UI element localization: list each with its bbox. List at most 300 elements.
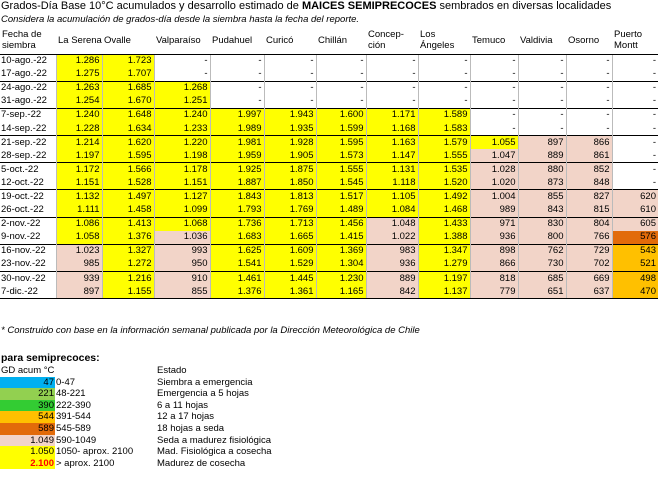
table-row	[0, 122, 658, 136]
degree-day-cell: 1.155	[102, 285, 154, 299]
degree-day-cell: -	[566, 108, 612, 122]
degree-day-cell: 1.086	[56, 217, 102, 231]
degree-day-cell: 1.620	[102, 136, 154, 150]
table-row	[0, 190, 658, 204]
degree-day-cell: 1.127	[154, 190, 210, 204]
legend-state: Madurez de cosecha	[157, 457, 246, 469]
legend-header	[0, 365, 330, 377]
degree-day-cell: 852	[566, 163, 612, 177]
degree-day-cell: -	[612, 176, 658, 190]
degree-day-cell: 1.279	[418, 258, 470, 272]
degree-day-cell: -	[612, 136, 658, 150]
degree-day-cell: -	[612, 68, 658, 82]
degree-day-cell: 1.369	[316, 244, 366, 258]
degree-day-cell: 861	[566, 149, 612, 163]
degree-day-cell: -	[210, 81, 264, 95]
legend-swatch: 47	[0, 377, 55, 389]
header-location: Los Ángeles	[418, 27, 470, 54]
sowing-date: 23-nov.-22	[1, 258, 46, 270]
table-row	[0, 163, 658, 177]
header-location: Ovalle	[102, 27, 154, 54]
table-body	[0, 54, 658, 299]
degree-day-cell: 1.445	[264, 272, 316, 286]
sowing-date: 7-sep.-22	[0, 108, 56, 122]
degree-day-cell: 543	[612, 244, 658, 258]
degree-day-cell: 1.220	[154, 136, 210, 150]
header-location: Concep- ción	[366, 27, 418, 54]
header-location: Osorno	[566, 27, 612, 54]
degree-day-cell: 1.489	[316, 204, 366, 218]
degree-day-cell: 1.905	[264, 149, 316, 163]
degree-day-cell: 1.171	[366, 108, 418, 122]
degree-day-cell: 1.251	[154, 95, 210, 109]
degree-day-cell: 1.048	[366, 217, 418, 231]
degree-day-cell: 855	[154, 285, 210, 299]
degree-day-cell: 1.813	[264, 190, 316, 204]
footnote: * Construido con base en la información semanal publicada por la Dirección Meteorológica de Chile	[1, 325, 420, 336]
degree-day-cell: -	[210, 95, 264, 109]
degree-day-cell: 1.625	[210, 244, 264, 258]
degree-day-cell: 950	[154, 258, 210, 272]
degree-day-cell: 1.707	[102, 68, 154, 82]
degree-day-cell: 1.461	[210, 272, 264, 286]
report-title	[1, 0, 611, 12]
degree-day-cell: 1.132	[56, 190, 102, 204]
degree-day-cell: 1.566	[102, 163, 154, 177]
sowing-date: 10-ago.-22	[0, 54, 56, 68]
degree-day-cell: -	[470, 68, 518, 82]
degree-day-cell: 521	[612, 258, 658, 272]
degree-day-cell: 1.304	[316, 258, 366, 272]
sowing-date: 24-ago.-22	[0, 81, 56, 95]
degree-day-cell: -	[264, 95, 316, 109]
header-location: Chillán	[316, 27, 366, 54]
degree-day-cell: 843	[518, 204, 566, 218]
degree-day-cell: -	[366, 81, 418, 95]
degree-day-cell: -	[418, 54, 470, 68]
degree-day-cell: -	[566, 68, 612, 82]
title-crop: MAICES SEMIPRECOCES	[301, 0, 437, 12]
degree-day-cell: -	[418, 68, 470, 82]
degree-day-cell: -	[316, 81, 366, 95]
degree-day-cell: -	[612, 149, 658, 163]
degree-day-cell: -	[418, 81, 470, 95]
degree-day-cell: -	[612, 54, 658, 68]
sowing-date: 14-sep.-22	[1, 122, 47, 134]
degree-day-cell: 1.600	[316, 108, 366, 122]
table-row	[0, 231, 658, 245]
legend-range: 1050- aprox. 2100	[56, 446, 134, 458]
sowing-date: 30-nov.-22	[0, 272, 56, 286]
legend-header-gd: GD acum °C	[1, 365, 55, 376]
degree-day-cell: -	[612, 81, 658, 95]
degree-day-cell: 1.268	[154, 81, 210, 95]
degree-day-cell: 1.165	[316, 285, 366, 299]
degree-day-cell: 985	[56, 258, 102, 272]
degree-day-cell: 1.347	[418, 244, 470, 258]
degree-day-cell: 669	[566, 272, 612, 286]
sowing-date: 28-sep.-22	[1, 149, 47, 161]
degree-day-cell: -	[566, 81, 612, 95]
degree-day-cell: 1.736	[210, 217, 264, 231]
degree-day-cell: 1.172	[56, 163, 102, 177]
degree-day-cell: 1.535	[418, 163, 470, 177]
degree-day-cell: -	[566, 95, 612, 109]
degree-day-cell: 989	[470, 204, 518, 218]
degree-day-cell: -	[566, 122, 612, 136]
legend-swatch: 1.049	[0, 435, 55, 447]
header-location: Valdivia	[518, 27, 566, 54]
degree-day-cell: 1.388	[418, 231, 470, 245]
sowing-date: 17-ago.-22	[1, 68, 47, 80]
degree-day-cell: 1.230	[316, 272, 366, 286]
degree-day-cell: -	[612, 108, 658, 122]
degree-day-cell: 1.583	[418, 122, 470, 136]
degree-day-cell: 993	[154, 244, 210, 258]
sowing-date: 12-oct.-22	[1, 176, 44, 188]
degree-day-cell: 470	[612, 285, 658, 299]
degree-day-cell: 762	[518, 244, 566, 258]
degree-day-cell: 1.216	[102, 272, 154, 286]
degree-day-cell: 1.541	[210, 258, 264, 272]
table-header-row	[0, 27, 658, 54]
degree-day-cell: 1.099	[154, 204, 210, 218]
degree-day-cell: 1.529	[264, 258, 316, 272]
legend-range: 0-47	[56, 376, 76, 388]
degree-day-cell: -	[264, 54, 316, 68]
legend-item	[0, 411, 330, 423]
degree-day-cell: 1.327	[102, 244, 154, 258]
degree-day-cell: 576	[612, 231, 658, 245]
degree-day-cell: 1.023	[56, 244, 102, 258]
degree-day-cell: -	[316, 54, 366, 68]
degree-day-cell: 620	[612, 190, 658, 204]
sowing-date: 31-ago.-22	[1, 95, 47, 107]
degree-day-cell: -	[518, 54, 566, 68]
legend-swatch: 589	[0, 423, 55, 435]
degree-day-cell: 936	[366, 258, 418, 272]
header-location: Valparaíso	[154, 27, 210, 54]
legend-state: Seda a madurez fisiológica	[157, 434, 272, 446]
degree-day-cell: 873	[518, 176, 566, 190]
degree-day-cell: 1.769	[264, 204, 316, 218]
degree-day-cell: 889	[366, 272, 418, 286]
degree-day-cell: 729	[566, 244, 612, 258]
degree-day-cell: 1.793	[210, 204, 264, 218]
degree-day-cell: -	[210, 54, 264, 68]
degree-day-cell: 866	[470, 258, 518, 272]
table-row	[0, 285, 658, 299]
degree-day-cell: 702	[566, 258, 612, 272]
degree-day-cell: 1.989	[210, 122, 264, 136]
degree-day-cell: 1.875	[264, 163, 316, 177]
degree-day-cell: 1.068	[154, 217, 210, 231]
degree-day-cell: 1.004	[470, 190, 518, 204]
degree-day-cell: -	[518, 95, 566, 109]
legend-range: 391-544	[56, 411, 91, 423]
degree-day-cell: 897	[56, 285, 102, 299]
degree-day-cell: 1.376	[102, 231, 154, 245]
sowing-date: 19-oct.-22	[0, 190, 56, 204]
degree-day-cell: -	[316, 68, 366, 82]
legend-state: 6 a 11 hojas	[157, 399, 209, 411]
legend-range: > aprox. 2100	[56, 457, 115, 469]
degree-day-cell: 1.197	[56, 149, 102, 163]
degree-day-cell: 866	[566, 136, 612, 150]
title-prefix: Grados-Día Base 10°C acumulados y desarrollo estimado de	[1, 0, 302, 12]
legend-range: 590-1049	[56, 434, 97, 446]
legend-state: Emergencia a 5 hojas	[157, 388, 249, 400]
degree-day-cell: 1.286	[56, 54, 102, 68]
degree-day-cell: 651	[518, 285, 566, 299]
legend-item	[0, 400, 330, 412]
degree-day-cell: 1.197	[418, 272, 470, 286]
legend-item	[0, 458, 330, 470]
report-subtitle: Considera la acumulación de grados-día desde la siembra hasta la fecha del reporte.	[1, 14, 360, 25]
degree-day-cell: 1.497	[102, 190, 154, 204]
degree-day-cell: 804	[566, 217, 612, 231]
legend-state: 18 hojas a seda	[157, 422, 225, 434]
legend-state: 12 a 17 hojas	[157, 411, 215, 423]
degree-day-cell: -	[518, 81, 566, 95]
degree-day-cell: -	[470, 108, 518, 122]
degree-day-cell: 1.240	[154, 108, 210, 122]
degree-day-cell: 1.595	[102, 149, 154, 163]
legend-range: 222-390	[56, 399, 91, 411]
degree-day-cell: -	[470, 122, 518, 136]
degree-day-cell: 1.573	[316, 149, 366, 163]
degree-day-cell: -	[316, 95, 366, 109]
legend	[0, 365, 330, 469]
degree-day-cell: -	[366, 68, 418, 82]
degree-day-cell: 848	[566, 176, 612, 190]
degree-day-cell: 1.214	[56, 136, 102, 150]
degree-day-cell: 1.555	[316, 163, 366, 177]
degree-day-cell: 766	[566, 231, 612, 245]
degree-day-cell: 1.517	[316, 190, 366, 204]
table-row	[0, 217, 658, 231]
degree-day-cell: 1.020	[470, 176, 518, 190]
table-row	[0, 136, 658, 150]
degree-day-cell: 1.468	[418, 204, 470, 218]
table-row	[0, 149, 658, 163]
degree-day-cell: 1.634	[102, 122, 154, 136]
degree-day-cell: 1.589	[418, 108, 470, 122]
legend-swatch: 390	[0, 400, 55, 412]
degree-day-cell: -	[154, 54, 210, 68]
sowing-date: 5-oct.-22	[0, 163, 56, 177]
legend-state: Mad. Fisiológica a cosecha	[157, 446, 272, 458]
degree-day-cell: 1.376	[210, 285, 264, 299]
degree-day-cell: 1.887	[210, 176, 264, 190]
degree-day-cell: 1.528	[102, 176, 154, 190]
table-row	[0, 258, 658, 272]
degree-day-cell: 1.361	[264, 285, 316, 299]
legend-item	[0, 423, 330, 435]
degree-day-cell: 1.198	[154, 149, 210, 163]
degree-day-cell: -	[366, 95, 418, 109]
degree-day-cell: 1.959	[210, 149, 264, 163]
degree-day-cell: 1.058	[56, 231, 102, 245]
degree-day-cell: 815	[566, 204, 612, 218]
legend-state: Siembra a emergencia	[157, 376, 253, 388]
degree-day-cell: 1.084	[366, 204, 418, 218]
degree-day-cell: 1.055	[470, 136, 518, 150]
degree-day-cell: 1.595	[316, 136, 366, 150]
degree-day-cell: 1.843	[210, 190, 264, 204]
degree-day-cell: 1.168	[366, 122, 418, 136]
degree-day-cell: -	[366, 54, 418, 68]
header-location: Pudahuel	[210, 27, 264, 54]
table-row	[0, 54, 658, 68]
degree-day-cell: 1.670	[102, 95, 154, 109]
degree-day-cell: 610	[612, 204, 658, 218]
sowing-date: 7-dic.-22	[0, 285, 56, 299]
sowing-date: 26-oct.-22	[1, 204, 44, 216]
degree-day-cell: 1.723	[102, 54, 154, 68]
degree-day-cell: 1.458	[102, 204, 154, 218]
degree-day-cell: 779	[470, 285, 518, 299]
degree-day-cell: 1.147	[366, 149, 418, 163]
degree-day-cell: 880	[518, 163, 566, 177]
degree-day-cell: 1.151	[56, 176, 102, 190]
degree-day-cell: 1.240	[56, 108, 102, 122]
degree-day-cell: 1.254	[56, 95, 102, 109]
degree-day-cell: -	[264, 68, 316, 82]
degree-day-cell: -	[470, 95, 518, 109]
degree-day-cell: 1.713	[264, 217, 316, 231]
table-row	[0, 204, 658, 218]
header-location: Temuco	[470, 27, 518, 54]
degree-day-cell: 1.665	[264, 231, 316, 245]
degree-day-cell: 1.228	[56, 122, 102, 136]
degree-day-cell: -	[154, 68, 210, 82]
header-location: Curicó	[264, 27, 316, 54]
legend-title: para semiprecoces:	[1, 352, 100, 364]
degree-day-cell: 1.233	[154, 122, 210, 136]
degree-day-cell: 605	[612, 217, 658, 231]
legend-header-state: Estado	[157, 365, 187, 376]
degree-day-cell: 1.579	[418, 136, 470, 150]
table-row	[0, 95, 658, 109]
degree-day-cell: 1.028	[470, 163, 518, 177]
degree-day-cell: 1.137	[418, 285, 470, 299]
degree-days-table	[0, 27, 658, 299]
degree-day-cell: 971	[470, 217, 518, 231]
degree-day-cell: 730	[518, 258, 566, 272]
degree-day-cell: 1.163	[366, 136, 418, 150]
degree-day-cell: 685	[518, 272, 566, 286]
degree-day-cell: 1.928	[264, 136, 316, 150]
sowing-date: 2-nov.-22	[0, 217, 56, 231]
degree-day-cell: -	[418, 95, 470, 109]
degree-day-cell: 1.555	[418, 149, 470, 163]
degree-day-cell: 1.131	[366, 163, 418, 177]
degree-day-cell: 1.850	[264, 176, 316, 190]
degree-day-cell: 1.111	[56, 204, 102, 218]
degree-day-cell: 827	[566, 190, 612, 204]
degree-day-cell: 1.263	[56, 81, 102, 95]
degree-day-cell: 1.943	[264, 108, 316, 122]
sowing-date: 9-nov.-22	[1, 231, 41, 243]
degree-day-cell: 498	[612, 272, 658, 286]
degree-day-cell: 1.275	[56, 68, 102, 82]
degree-day-cell: 1.545	[316, 176, 366, 190]
header-location: Puerto Montt	[612, 27, 658, 54]
sowing-date: 21-sep.-22	[0, 136, 56, 150]
degree-day-cell: -	[470, 81, 518, 95]
degree-day-cell: 1.105	[366, 190, 418, 204]
degree-day-cell: 855	[518, 190, 566, 204]
degree-day-cell: 842	[366, 285, 418, 299]
degree-day-cell: -	[612, 95, 658, 109]
degree-day-cell: 1.151	[154, 176, 210, 190]
degree-day-cell: 1.047	[470, 149, 518, 163]
degree-day-cell: 637	[566, 285, 612, 299]
legend-range: 545-589	[56, 422, 91, 434]
legend-swatch: 1.050	[0, 446, 55, 458]
degree-day-cell: 1.415	[316, 231, 366, 245]
header-location: La Serena	[56, 27, 102, 54]
legend-range: 48-221	[56, 388, 86, 400]
table-row	[0, 272, 658, 286]
degree-day-cell: 897	[518, 136, 566, 150]
degree-day-cell: 889	[518, 149, 566, 163]
degree-day-cell: -	[612, 122, 658, 136]
header-date: Fecha de siembra	[0, 27, 56, 54]
degree-day-cell: -	[612, 163, 658, 177]
legend-swatch: 221	[0, 388, 55, 400]
degree-day-cell: 1.599	[316, 122, 366, 136]
legend-item	[0, 435, 330, 447]
degree-day-cell: -	[518, 108, 566, 122]
table-row	[0, 68, 658, 82]
degree-day-cell: 1.685	[102, 81, 154, 95]
degree-day-cell: -	[470, 54, 518, 68]
degree-day-cell: -	[566, 54, 612, 68]
degree-day-cell: 1.413	[102, 217, 154, 231]
degree-day-cell: 1.935	[264, 122, 316, 136]
degree-day-cell: 1.036	[154, 231, 210, 245]
legend-item	[0, 377, 330, 389]
degree-day-cell: -	[210, 68, 264, 82]
degree-day-cell: 910	[154, 272, 210, 286]
degree-day-cell: 1.981	[210, 136, 264, 150]
legend-swatch: 2.100	[0, 458, 55, 470]
degree-day-cell: 818	[470, 272, 518, 286]
degree-day-cell: 1.683	[210, 231, 264, 245]
degree-day-cell: 1.609	[264, 244, 316, 258]
degree-day-cell: 830	[518, 217, 566, 231]
table-row	[0, 176, 658, 190]
degree-day-cell: 1.520	[418, 176, 470, 190]
degree-day-cell: 1.118	[366, 176, 418, 190]
degree-day-cell: 1.492	[418, 190, 470, 204]
table-row	[0, 244, 658, 258]
table-row	[0, 81, 658, 95]
degree-day-cell: 1.178	[154, 163, 210, 177]
degree-day-cell: 898	[470, 244, 518, 258]
degree-day-cell: -	[518, 68, 566, 82]
degree-day-cell: 1.022	[366, 231, 418, 245]
table-row	[0, 108, 658, 122]
degree-day-cell: 1.648	[102, 108, 154, 122]
degree-day-cell: 1.272	[102, 258, 154, 272]
degree-day-cell: 1.925	[210, 163, 264, 177]
degree-day-cell: 1.433	[418, 217, 470, 231]
degree-day-cell: 1.997	[210, 108, 264, 122]
legend-swatch: 544	[0, 411, 55, 423]
